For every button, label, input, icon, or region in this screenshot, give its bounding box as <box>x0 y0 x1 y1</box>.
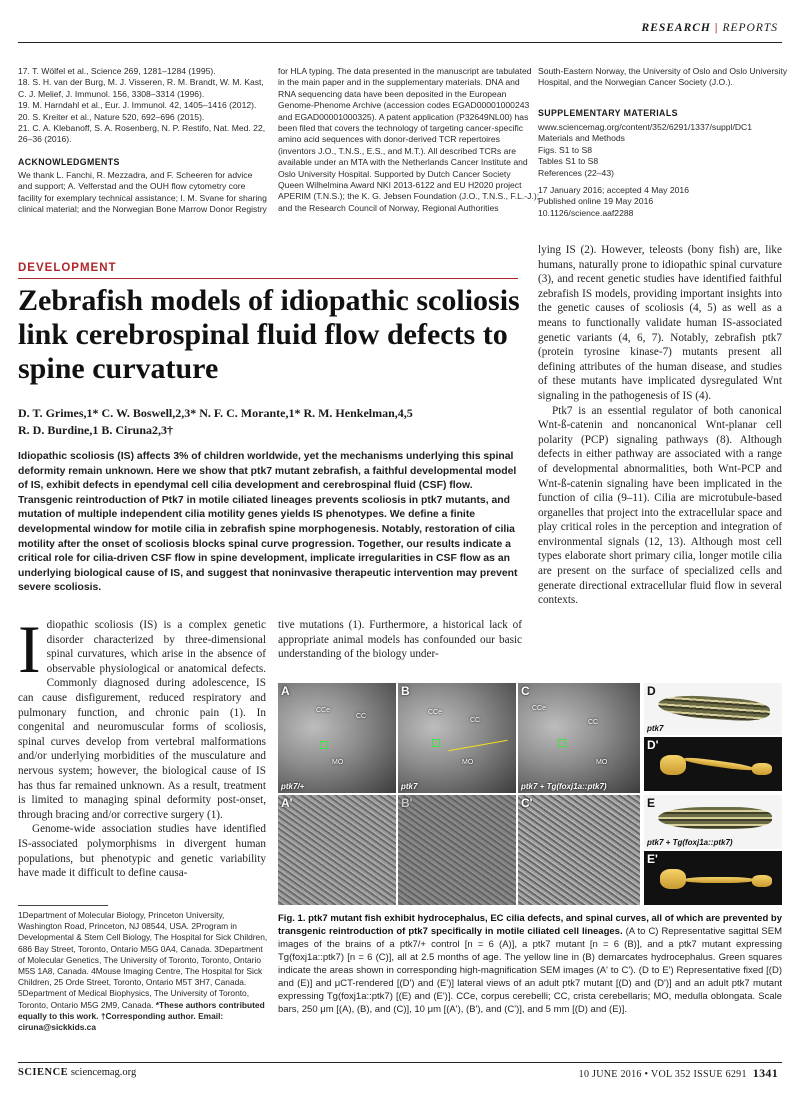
ack-line: Oslo University Hospital. Supported by Dutch Cancer Society <box>278 168 511 179</box>
article-title: Zebrafish models of idiopathic scoliosis link cerebrospinal fluid flow defects to spine curvature <box>18 284 520 385</box>
paragraph: Ptk7 is an essential regulator of both canonical Wnt-ß-catenin and noncanonical Wnt-planar cell polarity (PCP) signaling pathways (8). Although defects in either pathway are associated with a range of developmental abnormalities, both Wnt-PCP and Wnt-ß-catenin signaling have been implicated in the function of cilia (9–11). Cilia are microtubule-based organelles that project into the extracellular space and play critical roles in the perception and integration of environmental signals (12, 13). Although most cell types elaborate short primary cilia, longer motile cilia are present on the surface of specialized cells and generate directional extracellular fluid flow in several contexts. <box>538 404 782 607</box>
reference-list <box>18 66 268 146</box>
journal-subsection: REPORTS <box>722 22 778 34</box>
panel-label: D' <box>647 738 659 752</box>
footer-issue-text: 10 JUNE 2016 • VOL 352 ISSUE 6291 <box>578 1069 747 1080</box>
affiliations <box>18 910 270 1033</box>
affiliations-text: 1Department of Molecular Biology, Princeton University, Washington Road, Princeton, NJ 08544, USA. 2Program in Developmental & Stem Cell Biology, The Hospital for Sick Children, 686 Bay Street, Toronto, Ontario M5G 0A4, Canada. 3Department of Molecular Genetics, The University of Toronto, Toronto, Ontario M5S 1A8, Canada. 4Mouse Imaging Centre, The Hospital for Sick Children, 25 Orde Street, Toronto, Ontario M5T 3H7, Canada. 5Department of Medical Biophysics, The University of Toronto, Toronto, Ontario M5G 2M9, Canada. <box>18 910 268 1010</box>
reference-item: 17. T. Wölfel et al., Science 269, 1281–1284 (1995). <box>18 66 216 76</box>
intro-paragraph <box>18 611 266 822</box>
panel-d-prime-skeleton <box>644 737 782 791</box>
spine-bone <box>684 756 754 772</box>
header-separator: | <box>714 22 719 34</box>
supplementary-item: Figs. S1 to S8 <box>538 144 592 155</box>
ack-line: RNA sequencing data have been deposited in the European <box>278 88 507 99</box>
figure-caption <box>278 912 782 1016</box>
ack-line: (inventors J.O., T.N.S., E.S., and M.T.). All described TCRs are <box>278 145 517 156</box>
skull-bone <box>660 755 686 775</box>
acknowledgments-col1 <box>18 170 274 216</box>
ack-line: been filed that covers the technology of targeting cancer-specific <box>278 123 524 134</box>
panel-footer: ptk7/+ <box>281 782 305 791</box>
mo-tag: MO <box>462 759 474 766</box>
footer-rule <box>18 1062 782 1063</box>
cc-tag: CC <box>356 713 367 720</box>
body-column-1 <box>18 611 266 881</box>
cce-tag: CCe <box>532 705 547 712</box>
reference-item: 19. M. Harndahl et al., Eur. J. Immunol. 42, 1405–1416 (2012). <box>18 100 257 111</box>
panel-label: E' <box>647 852 658 866</box>
panel-e-fish-image <box>644 795 782 849</box>
reference-item: 18. S. H. van der Burg, M. J. Visseren, R. M. Brandt, W. M. Kast, <box>18 77 264 88</box>
ack-line: for HLA typing. The data presented in the manuscript are tabulated <box>278 66 532 76</box>
acknowledgments-col3 <box>538 66 788 89</box>
green-square <box>320 741 328 749</box>
page-number: 1341 <box>752 1066 778 1080</box>
footer-issue <box>579 1066 778 1081</box>
acknowledgments-col2 <box>278 66 540 214</box>
skull-bone <box>660 869 686 889</box>
panel-label: C <box>521 684 530 698</box>
panel-e-prime-skeleton <box>644 851 782 905</box>
authors-line-1: D. T. Grimes,1* C. W. Boswell,2,3* N. F. C. Morante,1* R. M. Henkelman,4,5 <box>18 406 413 420</box>
figure-1 <box>278 683 782 905</box>
paragraph: tive mutations (1). Furthermore, a historical lack of appropriate animal models has confounded our basic understanding of the biology under- <box>278 619 522 661</box>
ack-line: We thank L. Fanchi, R. Mezzadra, and F. Scheeren for advice <box>18 170 253 180</box>
ack-line: APERIM (T.N.S.); the K. G. Jebsen Foundation (J.O., T.N.S., F.L.-J.); <box>278 191 540 202</box>
section-rule <box>18 278 518 279</box>
hydrocephalus-line <box>448 740 507 751</box>
paragraph: lying IS (2). However, teleosts (bony fish) are, like humans, naturally prone to idiopathic spinal curvature (3), and recent genetic studies have identified faithful zebrafish IS models, providing important insights into the genetic causes of scoliosis (4, 5) as well as a means to functionally validate human IS-associated genetic variants (4, 6, 7). Notably, zebrafish ptk7 (protein tyrosine kinase-7) mutants present all defining attributes of the human disease, and studies of these mutants have implicated dysregulated Wnt signaling in the pathogenesis of IS (4). <box>538 244 782 402</box>
drop-cap: I <box>18 611 41 687</box>
footer-journal-name: SCIENCE <box>18 1067 69 1078</box>
paragraph: Genome-wide association studies have identified IS-associated polymorphisms in divergent human populations, but phenotypic and genetic variability have made it difficult to define causa- <box>18 823 266 880</box>
ack-line: clinical material; and the Norwegian Bone Marrow Donor Registry <box>18 204 267 215</box>
dates-item: 17 January 2016; accepted 4 May 2016 <box>538 185 689 196</box>
abstract: Idiopathic scoliosis (IS) affects 3% of children worldwide, yet the mechanisms underlying this spinal deformity remain unknown. Here we show that ptk7 mutant zebrafish, a faithful developmental model of IS, exhibit defects in ependymal cell cilia development and cerebrospinal fluid (CSF) flow. Transgenic reintroduction of Ptk7 in motile ciliated lineages prevents scoliosis in ptk7 mutants, and mutation of multiple independent cilia motility genes yields IS phenotypes. We define a finite developmental window for motile cilia in zebrafish spine morphogenesis. Notably, restoration of cilia motility after the onset of scoliosis blocks spinal curve progression. Together, our results indicate a critical role for cilia-driven CSF flow in spine development, implicate irregularities in CSF flow as an underlying biological cause of IS, and suggest that noninvasive therapeutic intervention may prevent severe scoliosis. <box>18 451 518 594</box>
journal-section: RESEARCH <box>641 22 711 34</box>
panel-footer: ptk7 + Tg(foxj1a::ptk7) <box>647 838 733 847</box>
cce-tag: CCe <box>428 709 443 716</box>
panel-c-sem-image <box>518 683 640 793</box>
green-square <box>558 739 566 747</box>
supplementary-link[interactable]: www.sciencemag.org/content/352/6291/1337/suppl/DC1 <box>538 122 753 132</box>
panel-label: E <box>647 796 656 810</box>
green-square <box>432 739 440 747</box>
panel-footer: ptk7 <box>401 782 418 791</box>
panel-label: B <box>401 684 410 698</box>
authors-line-2: R. D. Burdine,1 B. Ciruna2,3† <box>18 423 174 437</box>
reference-item: 26–36 (2016). <box>18 134 72 145</box>
ack-line: Hospital, and the Norwegian Cancer Society (J.O.). <box>538 77 733 88</box>
supplementary-list <box>538 122 788 219</box>
mo-tag: MO <box>596 759 608 766</box>
acknowledgments-heading: ACKNOWLEDGMENTS <box>18 157 120 167</box>
spine-bone <box>684 877 754 883</box>
panel-a-prime-sem-image <box>278 795 396 905</box>
dates-item: Published online 19 May 2016 <box>538 196 654 207</box>
panel-label: B' <box>401 796 413 810</box>
ack-line: in the main paper and in the supplementary materials. DNA and <box>278 77 520 88</box>
cc-tag: CC <box>470 717 481 724</box>
ack-line: and EGAD00001000325). A patent application (P32649NL00) has <box>278 111 529 122</box>
ack-line: Queen Wilhelmina Award NKI 2013-6122 and EU H2020 project <box>278 180 522 191</box>
mo-tag: MO <box>332 759 344 766</box>
panel-label: A <box>281 684 290 698</box>
caption-title: Fig. 1. ptk7 mutant fish exhibit hydrocephalus, EC cilia defects, and spinal curves, all of which are prevented by transgenic reintroduction of ptk7 specifically in motile ciliated cell lineages. <box>278 913 782 937</box>
caption-body: (A to C) Representative sagittal SEM images of the brains of a ptk7/+ control [n = 6 (A)], a ptk7 mutant [n = 6 (B)], and a ptk7 mutant expressing Tg(foxj1a::ptk7) [n = 6 (C)], all at 2.5 months of age. The yellow line in (B) demarcates hydrocephalus. Green squares indicate the areas shown in corresponding high-magnification SEM images (A' to C'). (D to E') Representative fixed [(D) and (E)] and μCT-rendered [(D') and (E')] lateral views of an adult ptk7 mutant [(D) and (D')] and an adult ptk7 mutant expressing Tg(foxj1a::ptk7) [(E) and (E')]. CCe, corpus cerebelli; CC, crista cerebellaris; MO, medulla oblongata. Scale bars, 250 μm [(A), (B), and (C)], 10 μm [(A'), (B'), and (C')], and 5 mm [(D) and (E)]. <box>278 926 782 1015</box>
cc-tag: CC <box>588 719 599 726</box>
panel-c-prime-sem-image <box>518 795 640 905</box>
doi[interactable]: 10.1126/science.aaf2288 <box>538 207 634 218</box>
supplementary-item: Tables S1 to S8 <box>538 156 599 167</box>
panel-label: C' <box>521 796 533 810</box>
panel-label: D <box>647 684 656 698</box>
ack-line: and the Research Council of Norway, Regional Authorities <box>278 202 499 213</box>
panel-a-sem-image <box>278 683 396 793</box>
cce-tag: CCe <box>316 707 331 714</box>
fish-photo <box>658 807 772 829</box>
panel-d-fish-image <box>644 683 782 735</box>
header-rule <box>18 42 782 43</box>
tail-bone <box>752 875 772 887</box>
body-column-3 <box>538 243 782 608</box>
running-header <box>642 22 778 34</box>
ack-line: facility for exemplary technical assistance; I. M. Svane for sharing <box>18 192 267 203</box>
paragraph-text: diopathic scoliosis (IS) is a complex genetic disorder characterized by three-dimensional spinal curvatures, which arise in the absence of observable physiological or anatomical defects. Commonly diagnosed during adolescence, IS can cause disfigurement, reduced respiratory and pulmonary function, and chronic pain (1). In congenital and neuromuscular forms of scoliosis, spinal curves develop from vertebral malformations and/or underlying morbidities of the musculature and nervous system; however, the biological cause of IS has thus far remained unknown. As a result, treatment is limited to managing spinal deformity post-onset, through bracing and/or corrective surgery (1). <box>18 619 266 821</box>
body-column-2 <box>278 618 522 662</box>
section-label: DEVELOPMENT <box>18 262 117 274</box>
footer-site[interactable]: sciencemag.org <box>70 1067 137 1078</box>
ack-line: amino acid sequences with donor-derived TCR repertoires <box>278 134 500 145</box>
ack-line: Genome-Phenome Archive (accession codes EGAD00001000243 <box>278 100 530 111</box>
fish-photo <box>657 693 770 723</box>
panel-b-sem-image <box>398 683 516 793</box>
ack-line: South-Eastern Norway, the University of Oslo and Oslo University <box>538 66 788 76</box>
affiliations-rule <box>18 905 108 906</box>
ack-line: and support; A. Velferstad and the OUH flow cytometry core <box>18 181 246 192</box>
tail-bone <box>752 763 772 775</box>
author-list <box>18 405 528 439</box>
panel-label: A' <box>281 796 293 810</box>
supplementary-item: References (22–43) <box>538 167 614 178</box>
supplementary-heading: SUPPLEMENTARY MATERIALS <box>538 108 678 118</box>
reference-item: 20. S. Kreiter et al., Nature 520, 692–696 (2015). <box>18 111 205 122</box>
reference-item: 21. C. A. Klebanoff, S. A. Rosenberg, N. P. Restifo, Nat. Med. 22, <box>18 123 266 134</box>
panel-footer: ptk7 + Tg(foxj1a::ptk7) <box>521 782 607 791</box>
ack-line: available under an MTA with the Netherlands Cancer Institute and <box>278 157 528 168</box>
footer-journal <box>18 1067 136 1078</box>
reference-item: C. J. Melief, J. Immunol. 156, 3308–3314 (1996). <box>18 88 205 99</box>
supplementary-item: Materials and Methods <box>538 133 625 144</box>
affiliations-note: *These authors contributed equally to this work. †Corresponding author. Email: ciruna@sickkids.ca <box>18 999 265 1033</box>
panel-footer: ptk7 <box>647 724 664 733</box>
panel-b-prime-sem-image <box>398 795 516 905</box>
